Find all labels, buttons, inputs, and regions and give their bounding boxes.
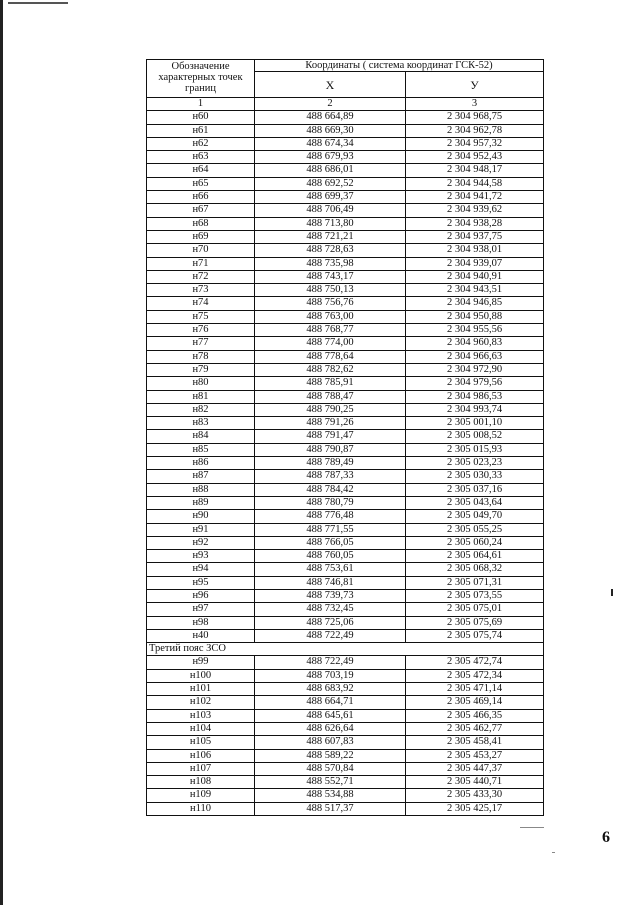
cell-pt: н83 (147, 417, 255, 430)
cell-pt: н76 (147, 324, 255, 337)
cell-pt: н90 (147, 510, 255, 523)
column-number-3: 3 (406, 98, 544, 111)
cell-y: 2 305 037,16 (406, 483, 544, 496)
cell-x: 488 750,13 (255, 284, 406, 297)
cell-x: 488 679,93 (255, 151, 406, 164)
cell-x: 488 517,37 (255, 802, 406, 815)
table-row (147, 191, 544, 204)
cell-pt: н85 (147, 443, 255, 456)
cell-x: 488 760,05 (255, 550, 406, 563)
cell-x: 488 768,77 (255, 324, 406, 337)
table-row (147, 603, 544, 616)
table-row (147, 762, 544, 775)
cell-y: 2 305 075,01 (406, 603, 544, 616)
cell-x: 488 753,61 (255, 563, 406, 576)
cell-pt: н97 (147, 603, 255, 616)
scan-speck (552, 852, 555, 853)
table-row (147, 324, 544, 337)
cell-y: 2 304 972,90 (406, 363, 544, 376)
cell-x: 488 706,49 (255, 204, 406, 217)
cell-y: 2 304 979,56 (406, 377, 544, 390)
cell-x: 488 589,22 (255, 749, 406, 762)
table-row (147, 576, 544, 589)
cell-x: 488 735,98 (255, 257, 406, 270)
cell-y: 2 305 071,31 (406, 576, 544, 589)
section-label: Третий пояс ЗСО (147, 643, 544, 656)
cell-x: 488 787,33 (255, 470, 406, 483)
cell-y: 2 305 425,17 (406, 802, 544, 815)
cell-x: 488 721,21 (255, 230, 406, 243)
table-row (147, 656, 544, 669)
cell-y: 2 305 064,61 (406, 550, 544, 563)
cell-y: 2 305 466,35 (406, 709, 544, 722)
header-y: У (406, 72, 544, 98)
cell-x: 488 790,25 (255, 403, 406, 416)
cell-x: 488 725,06 (255, 616, 406, 629)
cell-pt: н98 (147, 616, 255, 629)
cell-pt: н69 (147, 230, 255, 243)
cell-y: 2 305 075,74 (406, 629, 544, 642)
cell-y: 2 304 939,62 (406, 204, 544, 217)
table-row (147, 776, 544, 789)
cell-y: 2 305 447,37 (406, 762, 544, 775)
cell-x: 488 756,76 (255, 297, 406, 310)
table-row (147, 616, 544, 629)
table-row (147, 204, 544, 217)
cell-y: 2 305 060,24 (406, 536, 544, 549)
table-row (147, 177, 544, 190)
cell-pt: н60 (147, 111, 255, 124)
cell-x: 488 746,81 (255, 576, 406, 589)
cell-x: 488 713,80 (255, 217, 406, 230)
cell-y: 2 304 938,28 (406, 217, 544, 230)
table-row (147, 470, 544, 483)
table-row (147, 523, 544, 536)
cell-pt: н77 (147, 337, 255, 350)
cell-pt: н102 (147, 696, 255, 709)
cell-x: 488 785,91 (255, 377, 406, 390)
cell-x: 488 686,01 (255, 164, 406, 177)
cell-x: 488 774,00 (255, 337, 406, 350)
cell-pt: н103 (147, 709, 255, 722)
cell-pt: н93 (147, 550, 255, 563)
cell-x: 488 791,47 (255, 430, 406, 443)
cell-x: 488 570,84 (255, 762, 406, 775)
cell-x: 488 782,62 (255, 363, 406, 376)
table-row (147, 430, 544, 443)
cell-pt: н92 (147, 536, 255, 549)
cell-pt: н82 (147, 403, 255, 416)
table-body-part1 (147, 111, 544, 643)
cell-pt: н68 (147, 217, 255, 230)
table-row (147, 337, 544, 350)
cell-pt: н63 (147, 151, 255, 164)
cell-pt: н71 (147, 257, 255, 270)
table-row (147, 137, 544, 150)
cell-pt: н89 (147, 496, 255, 509)
table-row (147, 510, 544, 523)
cell-pt: н64 (147, 164, 255, 177)
cell-pt: н110 (147, 802, 255, 815)
cell-x: 488 645,61 (255, 709, 406, 722)
table-section (147, 643, 544, 656)
table-row (147, 589, 544, 602)
table-row (147, 457, 544, 470)
cell-y: 2 304 943,51 (406, 284, 544, 297)
section-row (147, 643, 544, 656)
cell-x: 488 552,71 (255, 776, 406, 789)
table-row (147, 696, 544, 709)
cell-pt: н67 (147, 204, 255, 217)
cell-pt: н99 (147, 656, 255, 669)
table-row (147, 363, 544, 376)
cell-y: 2 305 068,32 (406, 563, 544, 576)
table-row (147, 244, 544, 257)
cell-y: 2 304 941,72 (406, 191, 544, 204)
cell-y: 2 305 440,71 (406, 776, 544, 789)
header-coordinates-title: Координаты ( система координат ГСК-52) (255, 60, 544, 72)
cell-y: 2 305 433,30 (406, 789, 544, 802)
cell-y: 2 304 938,01 (406, 244, 544, 257)
cell-x: 488 790,87 (255, 443, 406, 456)
cell-pt: н61 (147, 124, 255, 137)
cell-y: 2 305 023,23 (406, 457, 544, 470)
table-row (147, 709, 544, 722)
table-row (147, 550, 544, 563)
table-row (147, 483, 544, 496)
cell-y: 2 304 955,56 (406, 324, 544, 337)
cell-y: 2 304 966,63 (406, 350, 544, 363)
cell-y: 2 304 946,85 (406, 297, 544, 310)
table-row (147, 749, 544, 762)
header-x: Х (255, 72, 406, 98)
cell-y: 2 304 962,78 (406, 124, 544, 137)
cell-pt: н40 (147, 629, 255, 642)
cell-pt: н73 (147, 284, 255, 297)
table-row (147, 683, 544, 696)
cell-x: 488 788,47 (255, 390, 406, 403)
table-row (147, 736, 544, 749)
cell-y: 2 305 453,27 (406, 749, 544, 762)
cell-y: 2 305 075,69 (406, 616, 544, 629)
cell-y: 2 305 055,25 (406, 523, 544, 536)
cell-x: 488 766,05 (255, 536, 406, 549)
coordinates-table (146, 59, 544, 816)
cell-pt: н96 (147, 589, 255, 602)
table-row (147, 124, 544, 137)
cell-x: 488 791,26 (255, 417, 406, 430)
scan-top-mark (8, 2, 68, 4)
cell-y: 2 304 940,91 (406, 270, 544, 283)
cell-pt: н62 (147, 137, 255, 150)
table-row (147, 789, 544, 802)
cell-pt: н72 (147, 270, 255, 283)
cell-x: 488 763,00 (255, 310, 406, 323)
cell-pt: н66 (147, 191, 255, 204)
cell-y: 2 305 001,10 (406, 417, 544, 430)
cell-x: 488 789,49 (255, 457, 406, 470)
cell-pt: н86 (147, 457, 255, 470)
table-row (147, 802, 544, 815)
header-point-name: Обозначение характерных точек границ (147, 60, 255, 98)
table-row (147, 722, 544, 735)
cell-pt: н91 (147, 523, 255, 536)
cell-x: 488 669,30 (255, 124, 406, 137)
table-row (147, 536, 544, 549)
cell-pt: н81 (147, 390, 255, 403)
page-number: 6 (602, 829, 610, 846)
column-number-2: 2 (255, 98, 406, 111)
cell-x: 488 607,83 (255, 736, 406, 749)
cell-x: 488 722,49 (255, 656, 406, 669)
table-row (147, 563, 544, 576)
cell-y: 2 305 043,64 (406, 496, 544, 509)
table-row (147, 217, 544, 230)
cell-pt: н94 (147, 563, 255, 576)
cell-x: 488 776,48 (255, 510, 406, 523)
cell-pt: н87 (147, 470, 255, 483)
cell-y: 2 305 015,93 (406, 443, 544, 456)
cell-x: 488 743,17 (255, 270, 406, 283)
table-row (147, 443, 544, 456)
table-row (147, 310, 544, 323)
table-row (147, 257, 544, 270)
column-number-1: 1 (147, 98, 255, 111)
cell-y: 2 304 957,32 (406, 137, 544, 150)
cell-x: 488 699,37 (255, 191, 406, 204)
table-row (147, 164, 544, 177)
cell-x: 488 728,63 (255, 244, 406, 257)
table-row (147, 669, 544, 682)
cell-x: 488 780,79 (255, 496, 406, 509)
cell-pt: н109 (147, 789, 255, 802)
scan-edge-mark (0, 0, 3, 905)
cell-pt: н80 (147, 377, 255, 390)
table-row (147, 390, 544, 403)
cell-y: 2 304 939,07 (406, 257, 544, 270)
cell-y: 2 305 462,77 (406, 722, 544, 735)
cell-x: 488 784,42 (255, 483, 406, 496)
cell-y: 2 304 960,83 (406, 337, 544, 350)
cell-x: 488 674,34 (255, 137, 406, 150)
cell-x: 488 664,89 (255, 111, 406, 124)
cell-y: 2 305 030,33 (406, 470, 544, 483)
cell-y: 2 304 948,17 (406, 164, 544, 177)
table-row (147, 297, 544, 310)
cell-x: 488 626,64 (255, 722, 406, 735)
cell-x: 488 732,45 (255, 603, 406, 616)
cell-y: 2 304 968,75 (406, 111, 544, 124)
table-row (147, 284, 544, 297)
cell-pt: н107 (147, 762, 255, 775)
table-row (147, 417, 544, 430)
cell-y: 2 304 993,74 (406, 403, 544, 416)
cell-x: 488 703,19 (255, 669, 406, 682)
cell-y: 2 304 950,88 (406, 310, 544, 323)
cell-pt: н78 (147, 350, 255, 363)
cell-pt: н70 (147, 244, 255, 257)
cell-x: 488 739,73 (255, 589, 406, 602)
cell-y: 2 304 986,53 (406, 390, 544, 403)
cell-pt: н84 (147, 430, 255, 443)
cell-y: 2 305 472,34 (406, 669, 544, 682)
cell-y: 2 305 458,41 (406, 736, 544, 749)
cell-y: 2 305 073,55 (406, 589, 544, 602)
table-row (147, 377, 544, 390)
cell-pt: н75 (147, 310, 255, 323)
cell-x: 488 534,88 (255, 789, 406, 802)
cell-pt: н105 (147, 736, 255, 749)
table-row (147, 629, 544, 642)
scan-speck (611, 589, 613, 596)
table-row (147, 151, 544, 164)
table-row (147, 350, 544, 363)
table-row (147, 403, 544, 416)
cell-pt: н106 (147, 749, 255, 762)
cell-pt: н88 (147, 483, 255, 496)
cell-pt: н101 (147, 683, 255, 696)
table-row (147, 496, 544, 509)
cell-y: 2 304 952,43 (406, 151, 544, 164)
cell-x: 488 664,71 (255, 696, 406, 709)
table-row (147, 270, 544, 283)
cell-y: 2 305 008,52 (406, 430, 544, 443)
table-row (147, 230, 544, 243)
table-body-part2 (147, 656, 544, 816)
cell-pt: н104 (147, 722, 255, 735)
cell-x: 488 683,92 (255, 683, 406, 696)
cell-x: 488 771,55 (255, 523, 406, 536)
cell-x: 488 692,52 (255, 177, 406, 190)
cell-y: 2 305 049,70 (406, 510, 544, 523)
scan-speck (520, 827, 544, 828)
cell-pt: н65 (147, 177, 255, 190)
cell-y: 2 305 472,74 (406, 656, 544, 669)
cell-y: 2 304 937,75 (406, 230, 544, 243)
cell-pt: н108 (147, 776, 255, 789)
cell-pt: н79 (147, 363, 255, 376)
cell-y: 2 305 469,14 (406, 696, 544, 709)
cell-y: 2 305 471,14 (406, 683, 544, 696)
cell-pt: н95 (147, 576, 255, 589)
cell-pt: н100 (147, 669, 255, 682)
cell-pt: н74 (147, 297, 255, 310)
table-row (147, 111, 544, 124)
cell-x: 488 722,49 (255, 629, 406, 642)
cell-x: 488 778,64 (255, 350, 406, 363)
cell-y: 2 304 944,58 (406, 177, 544, 190)
